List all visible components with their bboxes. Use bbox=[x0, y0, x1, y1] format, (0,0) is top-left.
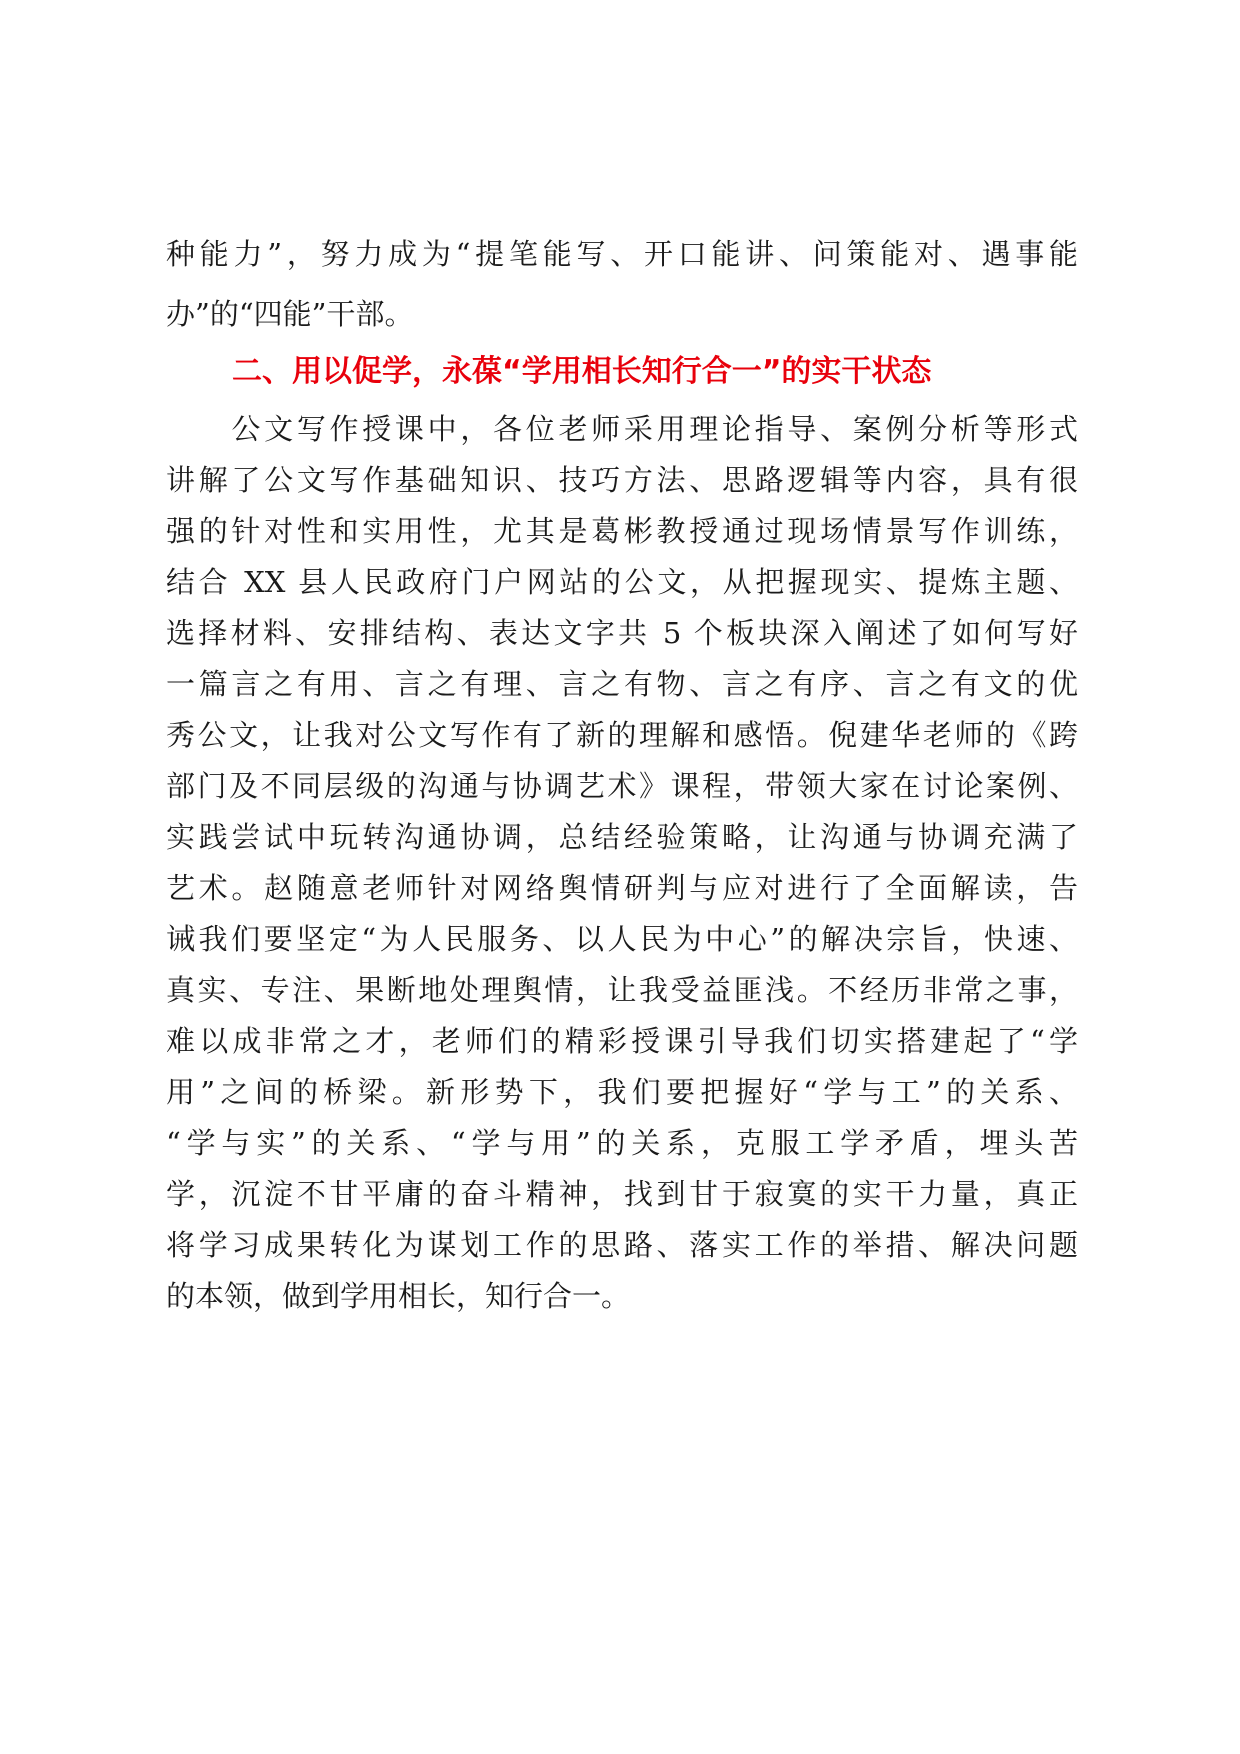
paragraph-line: 的本领，做到学用相长，知行合一。 bbox=[166, 1279, 631, 1313]
paragraph-line: 结合 XX 县人民政府门户网站的公文，从把握现实、提炼主题、 bbox=[166, 565, 1078, 599]
paragraph-line: 诫我们要坚定“为人民服务、以人民为中心”的解决宗旨，快速、 bbox=[166, 922, 1078, 956]
section-heading: 二、用以促学，永葆“学用相长知行合一”的实干状态 bbox=[232, 354, 932, 389]
paragraph-line: “学与实”的关系、“学与用”的关系，克服工学矛盾，埋头苦 bbox=[166, 1126, 1078, 1160]
paragraph-line: 学，沉淀不甘平庸的奋斗精神，找到甘于寂寞的实干力量，真正 bbox=[166, 1177, 1078, 1211]
paragraph-line: 办”的“四能”干部。 bbox=[166, 297, 414, 331]
paragraph-line: 讲解了公文写作基础知识、技巧方法、思路逻辑等内容，具有很 bbox=[166, 463, 1078, 497]
paragraph-line: 一篇言之有用、言之有理、言之有物、言之有序、言之有文的优 bbox=[166, 667, 1078, 701]
paragraph-line: 用”之间的桥梁。新形势下，我们要把握好“学与工”的关系、 bbox=[166, 1075, 1078, 1109]
paragraph-line: 难以成非常之才，老师们的精彩授课引导我们切实搭建起了“学 bbox=[166, 1024, 1078, 1058]
paragraph-line: 种能力”，努力成为“提笔能写、开口能讲、问策能对、遇事能 bbox=[166, 237, 1078, 271]
paragraph-line: 公文写作授课中，各位老师采用理论指导、案例分析等形式 bbox=[166, 412, 1078, 446]
paragraph-line: 实践尝试中玩转沟通协调，总结经验策略，让沟通与协调充满了 bbox=[166, 820, 1078, 854]
paragraph-line: 选择材料、安排结构、表达文字共 5 个板块深入阐述了如何写好 bbox=[166, 616, 1078, 650]
paragraph-line: 真实、专注、果断地处理舆情，让我受益匪浅。不经历非常之事， bbox=[166, 973, 1078, 1007]
paragraph-line: 将学习成果转化为谋划工作的思路、落实工作的举措、解决问题 bbox=[166, 1228, 1078, 1262]
paragraph-line: 强的针对性和实用性，尤其是葛彬教授通过现场情景写作训练， bbox=[166, 514, 1078, 548]
paragraph-line: 艺术。赵随意老师针对网络舆情研判与应对进行了全面解读，告 bbox=[166, 871, 1078, 905]
paragraph-line: 秀公文，让我对公文写作有了新的理解和感悟。倪建华老师的《跨 bbox=[166, 718, 1078, 752]
paragraph-line: 部门及不同层级的沟通与协调艺术》课程，带领大家在讨论案例、 bbox=[166, 769, 1078, 803]
document-body bbox=[166, 224, 1078, 1322]
